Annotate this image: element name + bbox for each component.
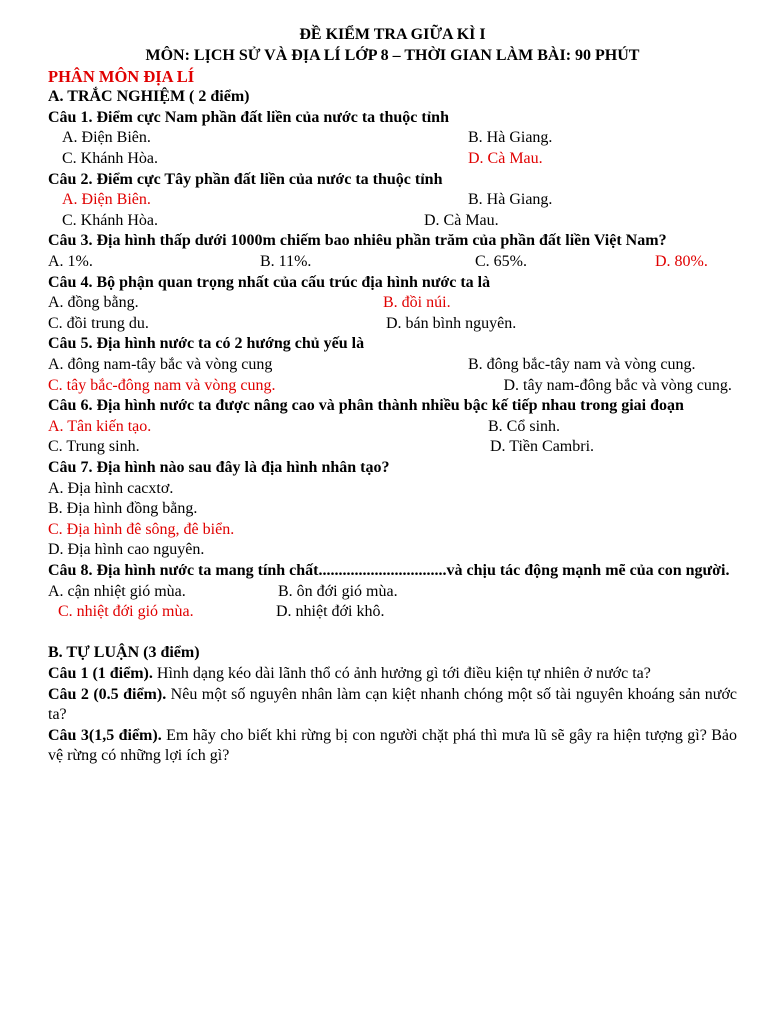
answer-option: B. đông bắc-tây nam và vòng cung. bbox=[468, 356, 696, 373]
answer-option: C. Trung sinh. bbox=[48, 438, 140, 456]
part-b-heading: B. TỰ LUẬN (3 điểm) bbox=[48, 644, 200, 662]
answer-row bbox=[48, 582, 737, 603]
answer-option: C. Khánh Hòa. bbox=[62, 150, 158, 168]
question-text: Câu 4. Bộ phận quan trọng nhất của cấu trúc địa hình nước ta là bbox=[48, 273, 491, 291]
answer-row bbox=[48, 252, 737, 273]
part-b-questions bbox=[48, 664, 737, 767]
answer-option: D. nhiệt đới khô. bbox=[276, 603, 385, 621]
answer-row bbox=[48, 355, 737, 376]
essay-question-text: Em hãy cho biết khi rừng bị con người chặt phá thì mưa lũ sẽ gây ra hiện tượng gì? Bảo vệ rừng có những lợi ích gì? bbox=[48, 726, 738, 765]
answer-option: A. Tân kiến tạo. bbox=[48, 417, 152, 435]
answer-row bbox=[48, 417, 737, 438]
answer-row bbox=[48, 149, 737, 170]
answer-option: D. Địa hình cao nguyên. bbox=[48, 541, 205, 559]
essay-question-label: Câu 2 (0.5 điểm). bbox=[48, 685, 167, 703]
answer-option: C. đồi trung du. bbox=[48, 314, 149, 332]
answer-row bbox=[48, 190, 737, 211]
answer-option: B. Địa hình đồng bằng. bbox=[48, 500, 198, 518]
essay-question bbox=[48, 685, 737, 726]
answer-row bbox=[48, 293, 737, 314]
answer-option: B. Hà Giang. bbox=[468, 191, 553, 209]
question-text: Câu 8. Địa hình nước ta mang tính chất................................và chịu tác động mạnh mẽ của con người. bbox=[48, 561, 730, 579]
answer-option: D. bán bình nguyên. bbox=[386, 314, 517, 332]
essay-question-label: Câu 3(1,5 điểm). bbox=[48, 726, 162, 744]
answer-option: B. ôn đới gió mùa. bbox=[278, 582, 398, 600]
answer-row bbox=[48, 437, 737, 458]
section-label: PHÂN MÔN ĐỊA LÍ bbox=[48, 66, 195, 86]
essay-question bbox=[48, 664, 737, 685]
exam-subject-line: MÔN: LỊCH SỬ VÀ ĐỊA LÍ LỚP 8 – THỜI GIAN LÀM BÀI: 90 PHÚT bbox=[145, 47, 640, 65]
exam-content bbox=[48, 25, 737, 767]
question-text: Câu 7. Địa hình nào sau đây là địa hình nhân tạo? bbox=[48, 458, 390, 476]
essay-question-text: Nêu một số nguyên nhân làm cạn kiệt nhanh chóng một số tài nguyên khoáng sản nước ta? bbox=[48, 685, 738, 724]
answer-option: A. cận nhiệt gió mùa. bbox=[48, 582, 186, 600]
part-a-heading: A. TRẮC NGHIỆM ( 2 điểm) bbox=[48, 88, 250, 106]
answer-option: A. đông nam-tây bắc và vòng cung bbox=[48, 356, 273, 373]
question-text: Câu 1. Điểm cực Nam phần đất liền của nước ta thuộc tỉnh bbox=[48, 108, 449, 126]
part-a-questions bbox=[48, 108, 737, 623]
section-spacer bbox=[48, 623, 737, 644]
answer-option: A. đồng bằng. bbox=[48, 294, 139, 312]
answer-option: A. 1%. bbox=[48, 253, 93, 271]
answer-option: D. 80%. bbox=[655, 253, 708, 271]
answer-option: D. tây nam-đông bắc và vòng cung. bbox=[503, 376, 732, 394]
answer-option: A. Điện Biên. bbox=[62, 129, 151, 147]
answer-row bbox=[48, 128, 737, 149]
answer-row bbox=[48, 211, 737, 232]
essay-question-label: Câu 1 (1 điểm). bbox=[48, 664, 153, 682]
question-text: Câu 3. Địa hình thấp dưới 1000m chiếm bao nhiêu phần trăm của phần đất liền Việt Nam? bbox=[48, 232, 667, 250]
answer-option: B. đồi núi. bbox=[383, 294, 451, 312]
answer-option: C. tây bắc-đông nam và vòng cung. bbox=[48, 376, 276, 394]
answer-row bbox=[48, 602, 737, 623]
answer-option: D. Cà Mau. bbox=[468, 150, 543, 168]
answer-option: B. 11%. bbox=[260, 253, 312, 271]
exam-title: ĐỀ KIỂM TRA GIỮA KÌ I bbox=[299, 26, 486, 43]
answer-option: B. Hà Giang. bbox=[468, 129, 553, 147]
answer-option: A. Địa hình cacxtơ. bbox=[48, 479, 174, 497]
question-text: Câu 6. Địa hình nước ta được nâng cao và phân thành nhiều bậc kế tiếp nhau trong giai đoạn bbox=[48, 397, 684, 415]
answer-option: A. Điện Biên. bbox=[62, 191, 151, 209]
question-text: Câu 5. Địa hình nước ta có 2 hướng chủ yếu là bbox=[48, 335, 365, 353]
answer-row bbox=[48, 314, 737, 335]
answer-option: C. 65%. bbox=[475, 253, 527, 271]
answer-option: D. Tiền Cambri. bbox=[490, 438, 595, 456]
answer-option: C. Khánh Hòa. bbox=[62, 211, 158, 229]
essay-question bbox=[48, 726, 737, 767]
answer-option: B. Cổ sinh. bbox=[488, 417, 561, 435]
essay-question-text: Hình dạng kéo dài lãnh thổ có ảnh hưởng gì tới điều kiện tự nhiên ở nước ta? bbox=[156, 664, 651, 682]
answer-row bbox=[48, 376, 737, 397]
answer-option: C. Địa hình đê sông, đê biển. bbox=[48, 520, 235, 538]
question-text: Câu 2. Điểm cực Tây phần đất liền của nước ta thuộc tỉnh bbox=[48, 170, 443, 188]
answer-option: D. Cà Mau. bbox=[424, 211, 499, 229]
answer-option: C. nhiệt đới gió mùa. bbox=[58, 603, 194, 621]
